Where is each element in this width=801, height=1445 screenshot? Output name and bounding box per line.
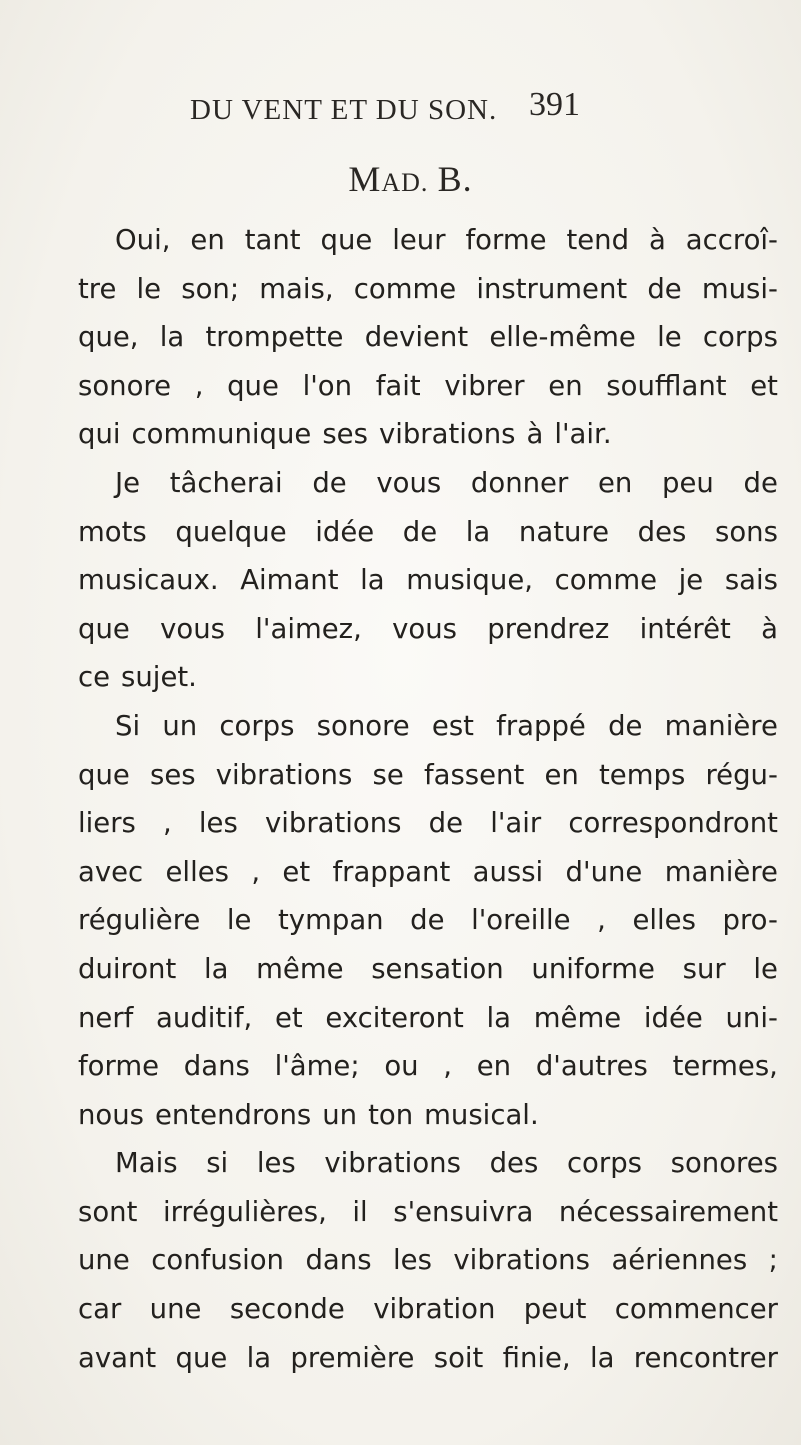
word: mots xyxy=(78,515,147,548)
word: en xyxy=(544,758,579,791)
word: tend xyxy=(566,224,630,256)
word: nerf xyxy=(78,1001,134,1034)
word: vibrer xyxy=(444,369,525,402)
word: en xyxy=(476,1050,512,1083)
word: et xyxy=(282,855,311,888)
speaker-initial: M xyxy=(348,159,382,199)
word: de xyxy=(312,466,347,499)
word: ; xyxy=(768,1244,778,1277)
word: l'air xyxy=(490,807,542,840)
word: liers xyxy=(78,807,136,840)
word: vibrations xyxy=(264,807,402,840)
word: et xyxy=(750,369,778,402)
speaker-name-rest: AD. xyxy=(381,168,429,197)
word: elle-même xyxy=(489,321,636,354)
word: tre xyxy=(78,272,117,305)
word: vous xyxy=(392,612,457,645)
word: Si xyxy=(115,709,141,742)
word: uniforme xyxy=(531,952,655,985)
word: soufflant xyxy=(606,369,727,402)
word: aériennes xyxy=(611,1244,748,1277)
page-number: 391 xyxy=(529,86,580,123)
word: prendrez xyxy=(487,612,610,645)
word: correspondront xyxy=(568,807,778,840)
word: musique, xyxy=(406,564,533,597)
text-line xyxy=(78,848,778,897)
word: sonore xyxy=(78,369,172,402)
text-line xyxy=(78,1042,778,1091)
word: qui xyxy=(78,418,121,451)
word: avec xyxy=(78,855,144,888)
word: fassent xyxy=(423,758,525,791)
word: forme xyxy=(78,1050,160,1083)
word: une xyxy=(78,1244,130,1277)
word: pro- xyxy=(722,904,778,937)
word: sonore xyxy=(316,709,410,742)
word: vibrations xyxy=(215,758,353,791)
word: vous xyxy=(160,612,225,645)
text-line xyxy=(78,556,778,605)
word: de xyxy=(743,466,778,499)
word: que xyxy=(78,612,130,645)
word: leur xyxy=(392,224,446,256)
word: de xyxy=(428,807,464,840)
word: que xyxy=(175,1341,228,1374)
word: avant xyxy=(78,1341,157,1374)
word: tympan xyxy=(278,904,384,937)
word: en xyxy=(597,466,633,499)
word: en xyxy=(190,224,225,256)
word: manière xyxy=(664,855,778,888)
word: le xyxy=(226,904,252,937)
word: la xyxy=(203,952,229,985)
word: quelque xyxy=(175,515,287,548)
word: vibration xyxy=(373,1293,496,1326)
word: nature xyxy=(518,515,610,548)
text-line xyxy=(78,1285,778,1334)
word: ton xyxy=(368,1098,414,1131)
word: idée xyxy=(643,1001,703,1034)
word: duiront xyxy=(78,952,177,985)
word: même xyxy=(533,1001,622,1034)
text-line xyxy=(78,313,778,362)
word: confusion xyxy=(151,1244,284,1277)
word: exciteront xyxy=(325,1001,464,1034)
word: de xyxy=(608,709,643,742)
word: car xyxy=(78,1293,122,1326)
word: de xyxy=(402,515,438,548)
word: l'aimez, xyxy=(255,612,362,645)
word: si xyxy=(206,1147,229,1180)
text-line xyxy=(78,1139,778,1188)
word: ou xyxy=(384,1050,419,1083)
word: des xyxy=(637,515,687,548)
word: commencer xyxy=(614,1293,778,1326)
text-line xyxy=(78,653,778,702)
word: régulière xyxy=(78,904,201,937)
word: termes, xyxy=(672,1050,778,1083)
word: , xyxy=(443,1050,453,1083)
word: auditif, xyxy=(156,1001,253,1034)
text-line xyxy=(78,216,778,265)
word: musi- xyxy=(701,272,778,305)
word: corps xyxy=(219,709,295,742)
word: fait xyxy=(375,369,421,402)
word: peu xyxy=(662,466,714,499)
word: de xyxy=(647,272,682,305)
word: ce xyxy=(78,661,111,694)
word: idée xyxy=(315,515,375,548)
word: vibrations xyxy=(453,1244,590,1277)
word: forme xyxy=(465,224,547,256)
text-line xyxy=(78,1236,778,1285)
word: première xyxy=(290,1341,415,1374)
word: à xyxy=(649,224,666,256)
word: Aimant xyxy=(240,564,339,597)
word: uni- xyxy=(725,1001,778,1034)
word: Oui, xyxy=(115,224,171,256)
word: temps xyxy=(599,758,686,791)
word: rencontrer xyxy=(633,1341,778,1374)
word: , xyxy=(194,369,204,402)
word: Mais xyxy=(115,1147,178,1180)
word: des xyxy=(489,1147,539,1180)
word: tâcherai xyxy=(169,466,283,499)
word: d'autres xyxy=(535,1050,648,1083)
text-line xyxy=(78,896,778,945)
word: irrégulières, xyxy=(162,1195,327,1228)
word: l'air. xyxy=(554,418,612,451)
word: communique xyxy=(131,418,312,451)
word: régu- xyxy=(705,758,778,791)
word: la xyxy=(360,564,385,597)
word: seconde xyxy=(229,1293,345,1326)
word: que xyxy=(227,369,279,402)
word: entendrons xyxy=(155,1098,312,1131)
word: , xyxy=(163,807,172,840)
word: vibrations xyxy=(378,418,516,451)
word: le xyxy=(657,321,682,354)
word: frappé xyxy=(496,709,586,742)
word: corps xyxy=(702,321,778,354)
speaker-name-tail: B. xyxy=(437,159,473,199)
word: ses xyxy=(322,418,368,451)
word: comme xyxy=(554,564,658,597)
word: elles xyxy=(165,855,229,888)
running-head xyxy=(0,86,801,134)
text-line xyxy=(78,459,778,508)
word: en xyxy=(548,369,583,402)
word: dans xyxy=(305,1244,372,1277)
word: intérêt xyxy=(639,612,731,645)
word: corps xyxy=(566,1147,642,1180)
text-line xyxy=(78,1188,778,1237)
word: sensation xyxy=(371,952,504,985)
word: mais, xyxy=(259,272,334,305)
word: la xyxy=(486,1001,512,1034)
word: aussi xyxy=(472,855,544,888)
text-line xyxy=(78,751,778,800)
word: Je xyxy=(115,466,141,499)
word: , xyxy=(251,855,261,888)
word: sur xyxy=(682,952,726,985)
text-line xyxy=(78,410,778,459)
word: sons xyxy=(715,515,778,548)
word: les xyxy=(198,807,238,840)
word: finie, xyxy=(502,1341,571,1374)
word: , xyxy=(597,904,606,937)
word: un xyxy=(322,1098,358,1131)
word: soit xyxy=(433,1341,484,1374)
text-line xyxy=(78,508,778,557)
body-text xyxy=(78,216,778,1382)
word: accroî- xyxy=(685,224,778,256)
text-line xyxy=(78,945,778,994)
word: sujet. xyxy=(121,661,197,694)
text-line xyxy=(78,1334,778,1383)
word: la xyxy=(246,1341,272,1374)
word: vibrations xyxy=(324,1147,461,1180)
text-line xyxy=(78,799,778,848)
word: trompette xyxy=(205,321,344,354)
word: nous xyxy=(78,1098,145,1131)
word: vous xyxy=(376,466,442,499)
word: l'oreille xyxy=(471,904,571,937)
word: que xyxy=(320,224,373,256)
word: nécessairement xyxy=(558,1195,778,1228)
running-title: DU VENT ET DU SON. xyxy=(190,94,498,126)
word: à xyxy=(761,612,778,645)
word: de xyxy=(410,904,445,937)
word: musicaux. xyxy=(78,564,219,597)
word: les xyxy=(393,1244,432,1277)
word: frappant xyxy=(332,855,451,888)
word: les xyxy=(256,1147,296,1180)
word: d'une xyxy=(565,855,643,888)
word: donner xyxy=(470,466,569,499)
text-line xyxy=(78,1091,778,1140)
word: la xyxy=(589,1341,615,1374)
word: l'âme; xyxy=(274,1050,360,1083)
word: son; xyxy=(181,272,240,305)
text-line xyxy=(78,702,778,751)
word: à xyxy=(526,418,544,451)
word: et xyxy=(274,1001,303,1034)
text-line xyxy=(78,605,778,654)
word: sonores xyxy=(670,1147,778,1180)
word: la xyxy=(159,321,185,354)
word: elles xyxy=(632,904,696,937)
speaker-heading xyxy=(0,158,801,200)
word: comme xyxy=(353,272,457,305)
word: un xyxy=(162,709,198,742)
word: même xyxy=(256,952,344,985)
word: le xyxy=(136,272,162,305)
word: se xyxy=(372,758,404,791)
word: tant xyxy=(244,224,301,256)
word: une xyxy=(149,1293,202,1326)
word: manière xyxy=(664,709,778,742)
word: devient xyxy=(364,321,469,354)
word: que, xyxy=(78,321,139,354)
word: s'ensuivra xyxy=(393,1195,534,1228)
word: il xyxy=(352,1195,368,1228)
word: peut xyxy=(523,1293,587,1326)
word: sont xyxy=(78,1195,138,1228)
word: je xyxy=(678,564,704,597)
text-line xyxy=(78,265,778,314)
word: musical. xyxy=(424,1098,539,1131)
word: ses xyxy=(150,758,196,791)
word: le xyxy=(753,952,778,985)
word: est xyxy=(431,709,474,742)
word: l'on xyxy=(302,369,353,402)
word: instrument xyxy=(476,272,628,305)
text-line xyxy=(78,994,778,1043)
word: sais xyxy=(724,564,778,597)
word: que xyxy=(78,758,130,791)
text-line xyxy=(78,362,778,411)
word: la xyxy=(465,515,491,548)
word: dans xyxy=(183,1050,250,1083)
